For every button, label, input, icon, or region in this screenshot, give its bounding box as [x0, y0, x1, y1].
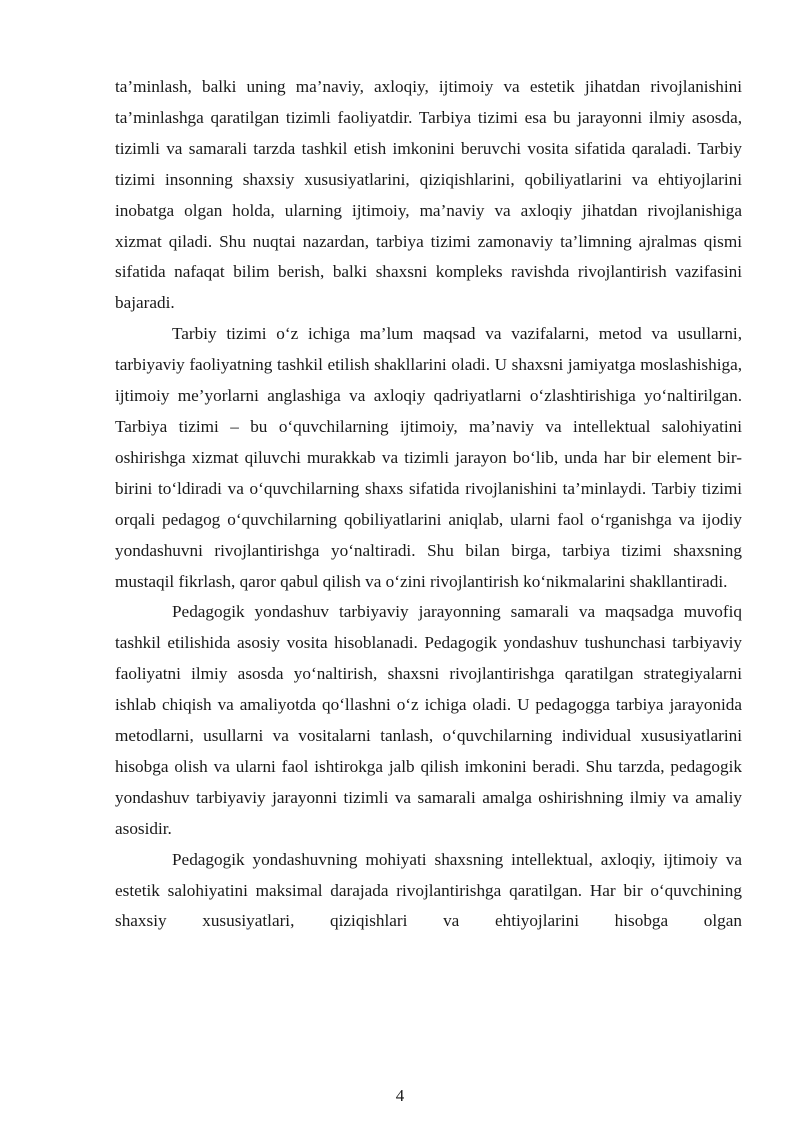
paragraph-2: Tarbiy tizimi o‘z ichiga ma’lum maqsad va vazifalarni, metod va usullarni, tarbiyaviy faoliyatning tashkil etilish shakllarini oladi. U shaxsni jamiyatga moslashishiga, ijtimoiy me’yorlarni anglashiga va axloqiy qadriyatlarni o‘zlashtirishiga yo‘naltirilgan. Tarbiya tizimi – bu o‘quvchilarning ijtimoiy, ma’naviy va intellektual salohiyatini oshirishga xizmat qiluvchi murakkab va tizimli jarayon bo‘lib, unda har bir element bir-birini to‘ldiradi va o‘quvchilarning shaxs sifatida rivojlanishini ta’minlaydi. Tarbiy tizimi orqali pedagog o‘quvchilarning qobiliyatlarini aniqlab, ularni faol o‘rganishga va ijodiy yondashuvni rivojlantirishga yo‘naltiradi. Shu bilan birga, tarbiya tizimi shaxsning mustaqil fikrlash, qaror qabul qilish va o‘zini rivojlantirish ko‘nikmalarini shakllantiradi. — [115, 324, 742, 591]
paragraph-1: ta’minlash, balki uning ma’naviy, axloqiy, ijtimoiy va estetik jihatdan rivojlanishini ta’minlashga qaratilgan tizimli faoliyatdir. Tarbiya tizimi esa bu jarayonni ilmiy asosda, tizimli va samarali tarzda tashkil etish imkonini beruvchi vosita sifatida qaraladi. Tarbiy tizimi insonning shaxsiy xususiyatlarini, qiziqishlarini, qobiliyatlarini va ehtiyojlarini inobatga olgan holda, ularning ijtimoiy, ma’naviy va axloqiy jihatdan rivojlanishiga xizmat qiladi. Shu nuqtai nazardan, tarbiya tizimi zamonaviy ta’limning ajralmas qismi sifatida nafaqat bilim berish, balki shaxsni kompleks ravishda rivojlantirish vazifasini bajaradi. — [115, 77, 742, 313]
paragraph-4: Pedagogik yondashuvning mohiyati shaxsning intellektual, axloqiy, ijtimoiy va estetik salohiyatini maksimal darajada rivojlantirishga qaratilgan. Har bir o‘quvchining shaxsiy xususiyatlari, qiziqishlari va ehtiyojlarini hisobga olgan — [115, 849, 742, 931]
page-number: 4 — [395, 1086, 405, 1105]
paragraph-3: Pedagogik yondashuv tarbiyaviy jarayonning samarali va maqsadga muvofiq tashkil etilishida asosiy vosita hisoblanadi. Pedagogik yondashuv tushunchasi tarbiyaviy faoliyatni ilmiy asosda yo‘naltirish, shaxsni rivojlantirishga qaratilgan strategiyalarni ishlab chiqish va amaliyotda qo‘llashni o‘z ichiga oladi. U pedagogga tarbiya jarayonida metodlarni, usullarni va vositalarni tanlash, o‘quvchilarning individual xususiyatlarini hisobga olish va ularni faol ishtirokga jalb qilish imkonini beradi. Shu tarzda, pedagogik yondashuv tarbiyaviy jarayonni tizimli va samarali amalga oshirishning ilmiy va amaliy asosidir. — [115, 602, 742, 838]
body-text — [115, 72, 742, 937]
